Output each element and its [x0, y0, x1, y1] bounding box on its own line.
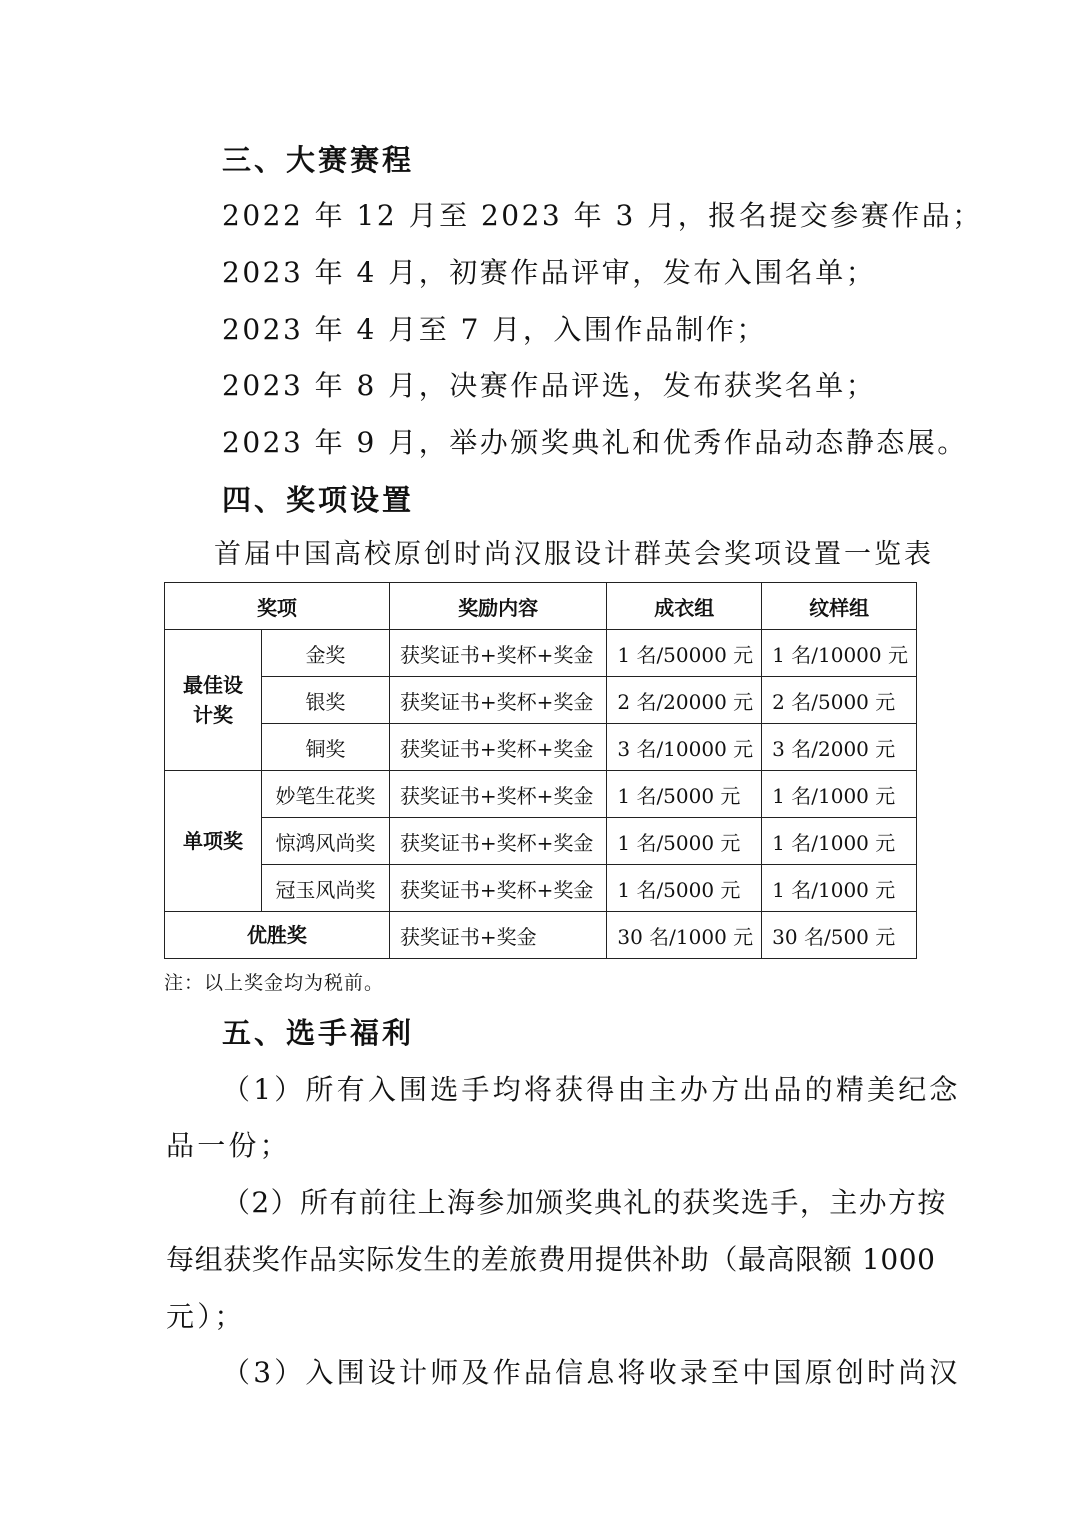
award-name: 惊鸿风尚奖 — [262, 818, 390, 865]
award-reward: 获奖证书+奖金 — [389, 912, 606, 959]
header-award: 奖项 — [165, 583, 390, 630]
award-pattern: 1 名/1000 元 — [762, 865, 917, 912]
table-row-excellence — [165, 912, 917, 959]
award-reward: 获奖证书+奖杯+奖金 — [389, 677, 606, 724]
award-reward: 获奖证书+奖杯+奖金 — [389, 724, 606, 771]
header-garment-group: 成衣组 — [607, 583, 762, 630]
award-garment: 1 名/50000 元 — [607, 630, 762, 677]
schedule-item-2: 2023 年 4 月，初赛作品评审，发布入围名单； — [222, 256, 877, 289]
schedule-item-4: 2023 年 8 月，决赛作品评选，发布获奖名单； — [222, 369, 877, 402]
schedule-item-3: 2023 年 4 月至 7 月，入围作品制作； — [222, 313, 767, 346]
table-row — [165, 818, 917, 865]
award-reward: 获奖证书+奖杯+奖金 — [389, 818, 606, 865]
table-row — [165, 630, 917, 677]
award-reward: 获奖证书+奖杯+奖金 — [389, 630, 606, 677]
table-note: 注：以上奖金均为税前。 — [164, 972, 385, 994]
award-pattern: 3 名/2000 元 — [762, 724, 917, 771]
table-header-row — [165, 583, 917, 630]
table-row — [165, 677, 917, 724]
benefit-line-3: （2）所有前往上海参加颁奖典礼的获奖选手，主办方按 — [222, 1186, 947, 1219]
benefit-line-1: （1）所有入围选手均将获得由主办方出品的精美纪念 — [222, 1073, 961, 1106]
award-name: 铜奖 — [262, 724, 390, 771]
benefit-line-2: 品一份； — [166, 1129, 291, 1162]
award-pattern: 1 名/10000 元 — [762, 630, 917, 677]
table-row — [165, 771, 917, 818]
table-caption: 首届中国高校原创时尚汉服设计群英会奖项设置一览表 — [214, 539, 934, 570]
award-excellence: 优胜奖 — [165, 912, 390, 959]
header-reward: 奖励内容 — [389, 583, 606, 630]
award-garment: 2 名/20000 元 — [607, 677, 762, 724]
award-name: 银奖 — [262, 677, 390, 724]
header-pattern-group: 纹样组 — [762, 583, 917, 630]
award-name: 妙笔生花奖 — [262, 771, 390, 818]
award-pattern: 1 名/1000 元 — [762, 818, 917, 865]
award-garment: 1 名/5000 元 — [607, 818, 762, 865]
award-garment: 1 名/5000 元 — [607, 865, 762, 912]
table-row — [165, 865, 917, 912]
category-single-item: 单项奖 — [165, 771, 262, 912]
award-reward: 获奖证书+奖杯+奖金 — [389, 865, 606, 912]
award-pattern: 1 名/1000 元 — [762, 771, 917, 818]
schedule-item-5: 2023 年 9 月，举办颁奖典礼和优秀作品动态静态展。 — [222, 426, 968, 459]
award-garment: 30 名/1000 元 — [607, 912, 762, 959]
award-pattern: 30 名/500 元 — [762, 912, 917, 959]
section3-heading: 三、大赛赛程 — [222, 143, 415, 177]
award-name: 金奖 — [262, 630, 390, 677]
awards-table — [164, 582, 917, 959]
benefit-line-5: 元）； — [166, 1300, 246, 1333]
section5-heading: 五、选手福利 — [222, 1016, 415, 1050]
table-row — [165, 724, 917, 771]
award-reward: 获奖证书+奖杯+奖金 — [389, 771, 606, 818]
award-garment: 1 名/5000 元 — [607, 771, 762, 818]
benefit-line-4: 每组获奖作品实际发生的差旅费用提供补助（最高限额 1000 — [166, 1243, 936, 1276]
schedule-item-1: 2022 年 12 月至 2023 年 3 月，报名提交参赛作品； — [222, 199, 983, 232]
award-name: 冠玉风尚奖 — [262, 865, 390, 912]
award-garment: 3 名/10000 元 — [607, 724, 762, 771]
section4-heading: 四、奖项设置 — [222, 483, 415, 517]
category-best-design: 最佳设计奖 — [165, 630, 262, 771]
award-pattern: 2 名/5000 元 — [762, 677, 917, 724]
benefit-line-6: （3）入围设计师及作品信息将收录至中国原创时尚汉 — [222, 1356, 961, 1389]
